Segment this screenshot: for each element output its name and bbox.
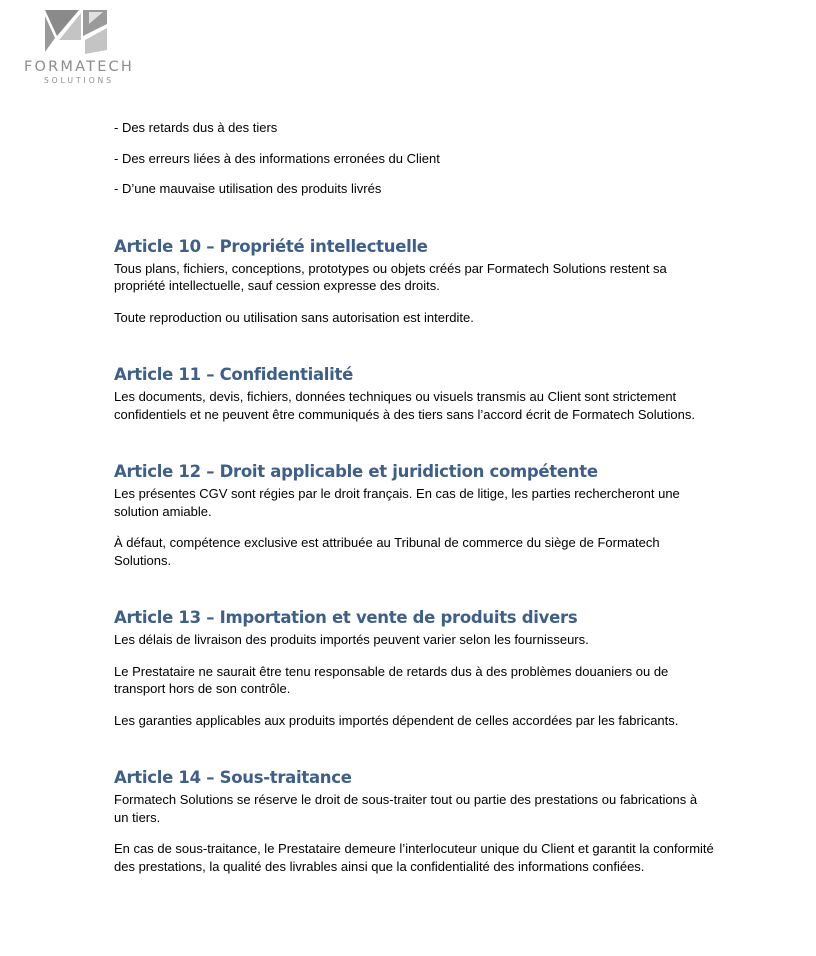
- formatech-logo-icon: [45, 10, 107, 54]
- article-11: [114, 364, 714, 423]
- article-paragraph: Les garanties applicables aux produits importés dépendent de celles accordées par les fabricants.: [114, 712, 679, 728]
- article-paragraph: Les présentes CGV sont régies par le droit français. En cas de litige, les parties rechercheront une solution amiable.: [114, 486, 680, 519]
- article-10: [114, 236, 714, 327]
- article-paragraph: Les documents, devis, fichiers, données techniques ou visuels transmis au Client sont strictement confidentiels et ne peuvent être communiqués à des tiers sans l’accord écrit de Formatech Solutions.: [114, 389, 695, 422]
- document-body: [114, 119, 714, 889]
- article-paragraph: Tous plans, fichiers, conceptions, prototypes ou objets créés par Formatech Solutions restent sa propriété intellectuelle, sauf cession expresse des droits.: [114, 260, 667, 293]
- article-13: [114, 607, 714, 729]
- list-item: - Des retards dus à des tiers: [114, 120, 278, 135]
- list-item: - D’une mauvaise utilisation des produits livrés: [114, 181, 382, 196]
- article-paragraph: À défaut, compétence exclusive est attribuée au Tribunal de commerce du siège de Formatech Solutions.: [114, 535, 660, 568]
- article-14: [114, 767, 714, 875]
- article-paragraph: Les délais de livraison des produits importés peuvent varier selon les fournisseurs.: [114, 632, 589, 647]
- article-12: [114, 461, 714, 569]
- article-paragraph: Le Prestataire ne saurait être tenu responsable de retards dus à des problèmes douaniers ou de transport hors de son contrôle.: [114, 663, 669, 696]
- article-title: Article 14 – Sous-traitance: [114, 768, 352, 787]
- list-item: - Des erreurs liées à des informations erronées du Client: [114, 150, 440, 166]
- logo-wordmark: FORMATECH: [24, 59, 134, 75]
- intro-list: [114, 119, 714, 198]
- article-title: Article 13 – Importation et vente de produits divers: [114, 608, 578, 627]
- company-logo: [18, 10, 140, 86]
- article-paragraph: Formatech Solutions se réserve le droit de sous-traiter tout ou partie des prestations ou fabrications à un tiers.: [114, 792, 698, 825]
- article-paragraph: Toute reproduction ou utilisation sans autorisation est interdite.: [114, 309, 474, 325]
- article-paragraph: En cas de sous-traitance, le Prestataire demeure l’interlocuteur unique du Client et garantit la conformité des prestations, la qualité des livrables ainsi que la confidentialité des informations confiées.: [114, 841, 714, 874]
- article-title: Article 12 – Droit applicable et juridiction compétente: [114, 462, 598, 481]
- article-title: Article 11 – Confidentialité: [114, 365, 353, 384]
- article-title: Article 10 – Propriété intellectuelle: [114, 236, 428, 256]
- logo-subtitle: SOLUTIONS: [43, 76, 115, 85]
